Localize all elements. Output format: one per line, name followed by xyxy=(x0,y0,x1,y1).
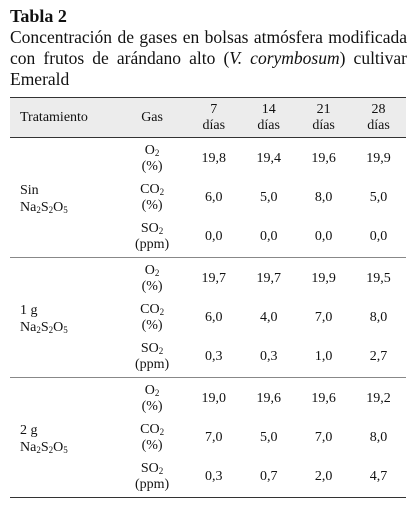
value-cell: 0,3 xyxy=(205,348,223,364)
value-cell: 8,0 xyxy=(369,429,388,445)
value-cell: 5,0 xyxy=(369,189,388,205)
value-cell: 0,0 xyxy=(314,228,333,244)
header-28dias: 28 días xyxy=(351,98,406,138)
header-7dias: 7 días xyxy=(186,98,241,138)
gas-cell: $O_2$ (%) xyxy=(118,258,186,298)
value-cell: 0,7 xyxy=(259,468,278,484)
header-21dias: 21 días xyxy=(296,98,351,138)
value-cell: 6,0 xyxy=(205,309,223,325)
gas-cell: $SO_2$ (ppm) xyxy=(134,460,170,492)
gas-cell: $O_2$ (%) xyxy=(141,143,163,175)
value-cell: 1,0 xyxy=(314,348,333,364)
table-row xyxy=(10,378,406,418)
value-cell: 19,6 xyxy=(241,378,296,418)
value-cell: 19,0 xyxy=(186,378,241,418)
value-cell: 5,0 xyxy=(259,429,278,445)
value-cell: 0,0 xyxy=(369,228,388,244)
value-cell: 6,0 xyxy=(205,189,223,205)
value-cell: 4,0 xyxy=(259,309,278,325)
value-cell: 19,2 xyxy=(351,378,406,418)
value-cell: 19,7 xyxy=(186,258,241,298)
value-cell: 7,0 xyxy=(314,309,333,325)
value-cell: 0,3 xyxy=(205,468,223,484)
value-cell: 19,9 xyxy=(296,258,351,298)
value-cell: 8,0 xyxy=(314,189,333,205)
header-row xyxy=(10,98,406,138)
treatment-cell: 1 g $Na_2S_2O_5$ xyxy=(10,258,118,378)
gas-cell: $SO_2$ (ppm) xyxy=(134,220,170,252)
value-cell: 19,4 xyxy=(256,151,281,167)
header-gas: Gas xyxy=(118,98,186,138)
value-cell: 2,0 xyxy=(314,468,333,484)
value-cell: 19,9 xyxy=(366,151,391,167)
value-cell: 19,6 xyxy=(311,151,336,167)
gas-cell: $CO_2$ (%) xyxy=(140,301,165,333)
table-caption: Concentración de gases en bolsas atmósfera modificada con frutos de arándano alto (V. corymbosum) cultivar Emerald xyxy=(10,27,407,89)
header-tratamiento: Tratamiento xyxy=(10,98,118,138)
value-cell: 0,0 xyxy=(205,228,223,244)
treatment-cell: Sin $Na_2S_2O_5$ xyxy=(20,183,68,215)
table-row xyxy=(10,258,406,298)
header-14dias: 14 días xyxy=(241,98,296,138)
value-cell: 19,5 xyxy=(351,258,406,298)
value-cell: 7,0 xyxy=(205,429,223,445)
value-cell: 0,0 xyxy=(259,228,278,244)
value-cell: 5,0 xyxy=(259,189,278,205)
treatment-cell: 2 g $Na_2S_2O_5$ xyxy=(10,378,118,498)
gas-cell: $SO_2$ (ppm) xyxy=(134,340,170,372)
gas-cell: $CO_2$ (%) xyxy=(140,181,165,213)
value-cell: 19,7 xyxy=(241,258,296,298)
gas-cell: $CO_2$ (%) xyxy=(140,421,165,453)
table-row xyxy=(10,138,406,178)
value-cell: 4,7 xyxy=(369,468,388,484)
table-body xyxy=(10,138,406,498)
value-cell: 2,7 xyxy=(369,348,388,364)
value-cell: 0,3 xyxy=(259,348,278,364)
value-cell: 7,0 xyxy=(314,429,333,445)
gas-table xyxy=(10,97,406,498)
gas-cell: $O_2$ (%) xyxy=(118,378,186,418)
value-cell: 19,8 xyxy=(201,151,227,167)
table-number: Tabla 2 xyxy=(10,6,67,26)
value-cell: 8,0 xyxy=(369,309,388,325)
value-cell: 19,6 xyxy=(296,378,351,418)
